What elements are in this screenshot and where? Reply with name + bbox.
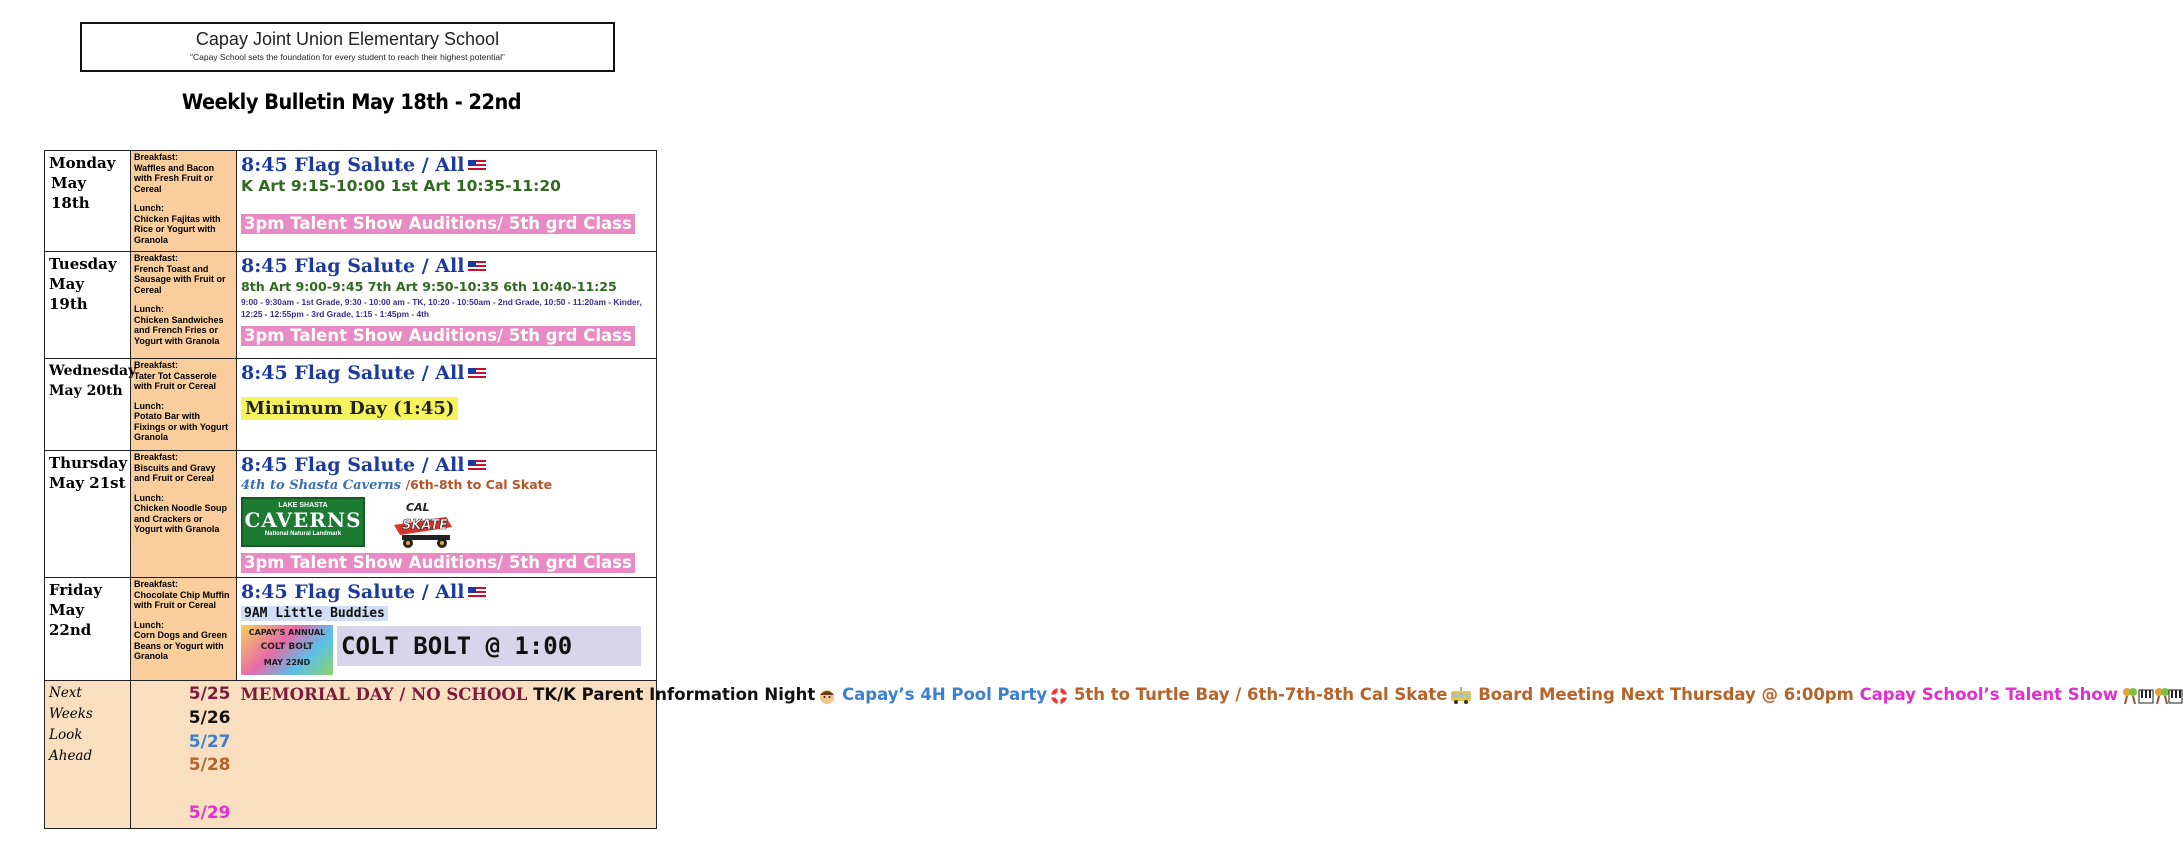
lookahead-event: Capay’s 4H Pool Party [842, 685, 1048, 704]
lunch-label: Lunch: [134, 400, 164, 411]
us-flag-icon [468, 160, 486, 172]
school-header [80, 22, 615, 72]
lookahead-row [45, 681, 657, 829]
breakfast-label: Breakfast: [134, 579, 179, 589]
breakfast-item: Waffles and Bacon with Fresh Fruit or Cereal [134, 162, 215, 194]
school-tagline: “Capay School sets the foundation for every student to reach their highest potential” [190, 52, 505, 62]
lookahead-label-cell [45, 681, 131, 829]
lunch-item: Potato Bar with Fixings or with Yogurt Granola [134, 411, 229, 442]
flag-salute-text: 8:45 Flag Salute / All [241, 255, 465, 277]
flag-salute-text: 8:45 Flag Salute / All [241, 454, 465, 476]
caverns-logo-sub: National Natural Landmark [264, 531, 342, 537]
day-date: May 19th [49, 275, 88, 313]
day-row-tuesday [45, 252, 657, 359]
breakfast-item: French Toast and Sausage with Fruit or Cereal [134, 263, 226, 295]
poster-line-b: COLT BOLT [260, 642, 314, 652]
colt-bolt-poster [241, 625, 333, 675]
colt-bolt-time: COLT BOLT @ 1:00 [337, 626, 641, 666]
lookahead-event: 5th to Turtle Bay / 6th-7th-8th Cal Skate [1073, 685, 1448, 704]
lookahead-date: 5/26 [188, 707, 231, 728]
lunch-item: Chicken Sandwiches and French Fries or Yogurt with Granola [134, 314, 224, 346]
lunch-label: Lunch: [134, 619, 164, 630]
breakfast-item: Tater Tot Casserole with Fruit or Cereal [134, 370, 217, 391]
talent-show-banner: 3pm Talent Show Auditions/ 5th grd Class [241, 326, 635, 346]
flag-salute-text: 8:45 Flag Salute / All [241, 581, 465, 603]
lookahead-label-b: Look Ahead [49, 727, 93, 764]
caverns-logo-main: CAVERNS [244, 508, 362, 532]
breakfast-label: Breakfast: [134, 253, 179, 263]
day-row-friday [45, 578, 657, 681]
day-date: May 21st [49, 474, 126, 492]
little-buddies-text: 9AM Little Buddies [241, 606, 388, 621]
talent-show-banner: 3pm Talent Show Auditions/ 5th grd Class [241, 214, 635, 234]
day-name: Wednesday [49, 363, 137, 379]
day-name: Friday [49, 581, 102, 599]
menu-cell [131, 451, 237, 578]
lookahead-event: MEMORIAL DAY / NO SCHOOL [240, 685, 528, 704]
bulletin-title: Weekly Bulletin May 18th - 22nd [181, 90, 522, 114]
us-flag-icon [468, 460, 486, 472]
lookahead-events-cell [237, 681, 2119, 829]
events-cell [237, 151, 657, 252]
day-cell [45, 252, 131, 359]
breakfast-label: Breakfast: [134, 452, 179, 462]
menu-cell [131, 151, 237, 252]
trolley-icon [1450, 687, 1472, 705]
menu-cell [131, 578, 237, 681]
day-name: Thursday [49, 454, 128, 472]
menu-cell [131, 252, 237, 359]
events-cell [237, 359, 657, 451]
events-cell [237, 578, 657, 681]
minimum-day-highlight: Minimum Day (1:45) [241, 397, 458, 420]
cal-skate-trip-text: /6th-8th to Cal Skate [405, 477, 553, 492]
us-flag-icon [468, 261, 486, 273]
maracas-piano-icons [2121, 687, 2183, 705]
class-schedule: 9:00 - 9:30am - 1st Grade, 9:30 - 10:00 am - TK, 10:20 - 10:50am - 2nd Grade, 10:50 - 11:20am - Kinder, 12:25 - 12:55pm - 3rd Grade, 1:15 - 1:45pm - 4th [241, 297, 642, 319]
lake-shasta-caverns-logo [241, 497, 365, 547]
lookahead-date: 5/27 [188, 731, 231, 752]
day-cell [45, 151, 131, 252]
events-cell [237, 252, 657, 359]
lunch-item: Corn Dogs and Green Beans or Yogurt with Granola [134, 630, 228, 661]
talent-show-banner: 3pm Talent Show Auditions/ 5th grd Class [241, 553, 635, 573]
poster-line-c: MAY 22ND [263, 658, 311, 667]
lookahead-label-a: Next Weeks [49, 685, 93, 722]
caverns-trip-text: 4th to Shasta Caverns [241, 478, 406, 493]
lunch-label: Lunch: [134, 203, 164, 213]
breakfast-label: Breakfast: [134, 360, 179, 370]
us-flag-icon [468, 587, 486, 599]
skate-logo-text-a: CAL [406, 501, 430, 514]
events-cell [237, 451, 657, 578]
breakfast-item: Biscuits and Gravy and Fruit or Cereal [134, 462, 216, 483]
poster-line-a: CAPAY'S ANNUAL [248, 628, 326, 637]
school-name: Capay Joint Union Elementary School [195, 29, 500, 49]
day-name: Tuesday [49, 255, 117, 273]
day-row-thursday [45, 451, 657, 578]
breakfast-label: Breakfast: [134, 152, 179, 162]
us-flag-icon [468, 368, 486, 380]
weekly-schedule-table [44, 150, 2119, 829]
caverns-logo-top: LAKE SHASTA [278, 502, 328, 509]
lookahead-date: 5/25 [188, 684, 231, 704]
day-cell [45, 451, 131, 578]
day-cell [45, 359, 137, 451]
day-cell [45, 578, 131, 681]
menu-cell [131, 359, 237, 451]
lookahead-event: Capay School’s Talent Show [1859, 685, 2119, 704]
skate-logo-text-b: SKATE [402, 518, 449, 533]
lookahead-date: 5/28 [188, 755, 231, 776]
child-emoji-icon [818, 687, 836, 705]
day-date: May 18th [51, 174, 90, 212]
art-schedule: K Art 9:15-10:00 1st Art 10:35-11:20 [241, 177, 561, 195]
flag-salute-text: 8:45 Flag Salute / All [241, 362, 465, 384]
day-row-wednesday [45, 359, 657, 451]
day-date: May 22nd [49, 601, 92, 639]
lunch-item: Chicken Noodle Soup and Crackers or Yogurt with Granola [134, 503, 228, 534]
lookahead-date: 5/29 [188, 802, 231, 823]
life-ring-icon [1050, 687, 1068, 705]
day-row-monday [45, 151, 657, 252]
day-name: Monday [49, 154, 116, 172]
lookahead-event: TK/K Parent Information Night [533, 685, 816, 704]
lunch-label: Lunch: [134, 304, 164, 314]
lunch-item: Chicken Fajitas with Rice or Yogurt with Granola [134, 213, 221, 245]
lunch-label: Lunch: [134, 492, 164, 503]
art-schedule: 8th Art 9:00-9:45 7th Art 9:50-10:35 6th 10:40-11:25 [241, 279, 617, 294]
lookahead-dates-cell [131, 681, 237, 829]
lookahead-event: Board Meeting Next Thursday @ 6:00pm [1478, 685, 1854, 704]
flag-salute-text: 8:45 Flag Salute / All [241, 154, 465, 176]
day-date: May 20th [49, 383, 123, 399]
cal-skate-logo [386, 495, 462, 549]
breakfast-item: Chocolate Chip Muffin with Fruit or Cereal [134, 589, 230, 610]
